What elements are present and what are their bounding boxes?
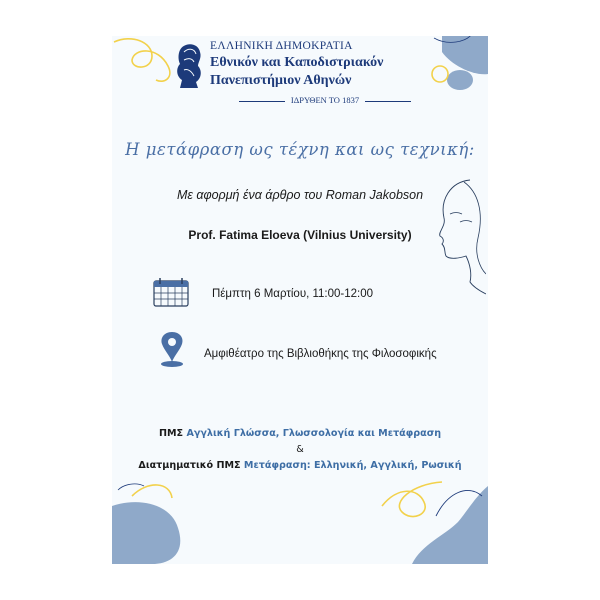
event-venue: Αμφιθέατρο της Βιβλιοθήκης της Φιλοσοφικής bbox=[204, 348, 437, 360]
university-crest-icon bbox=[174, 42, 204, 88]
program-line-1 bbox=[112, 428, 488, 439]
program-1-prefix: ΠΜΣ bbox=[158, 428, 184, 439]
program-1-name: Αγγλική Γλώσσα, Γλωσσολογία και Μετάφραση bbox=[186, 428, 442, 439]
event-subtitle: Με αφορμή ένα άρθρο του Roman Jakobson bbox=[176, 188, 424, 202]
divider-left bbox=[239, 101, 285, 102]
founded-line bbox=[210, 95, 440, 105]
speaker-name: Prof. Fatima Eloeva (Vilnius University) bbox=[188, 228, 412, 242]
header-line-3: Πανεπιστήμιον Αθηνών bbox=[210, 73, 352, 88]
face-line-art bbox=[430, 178, 486, 298]
event-title: Η μετάφραση ως τέχνη και ως τεχνική: bbox=[125, 140, 475, 159]
program-line-2 bbox=[112, 460, 488, 471]
location-pin-icon bbox=[160, 330, 184, 368]
founded-text: ΙΔΡΥΘΕΝ ΤΟ 1837 bbox=[290, 95, 360, 105]
header-line-1: ΕΛΛΗΝΙΚΗ ΔΗΜΟΚΡΑΤΙΑ bbox=[210, 40, 353, 52]
event-poster bbox=[112, 36, 488, 564]
program-2-name: Μετάφραση: Ελληνική, Αγγλική, Ρωσική bbox=[243, 460, 462, 471]
program-2-prefix: Διατμηματικό ΠΜΣ bbox=[138, 460, 241, 471]
calendar-icon bbox=[152, 276, 190, 308]
header-line-2: Εθνικόν και Καποδιστριακόν bbox=[210, 55, 384, 70]
divider-right bbox=[365, 101, 411, 102]
program-ampersand: & bbox=[296, 444, 304, 455]
event-date: Πέμπτη 6 Μαρτίου, 11:00-12:00 bbox=[212, 288, 374, 300]
university-header bbox=[174, 40, 474, 112]
